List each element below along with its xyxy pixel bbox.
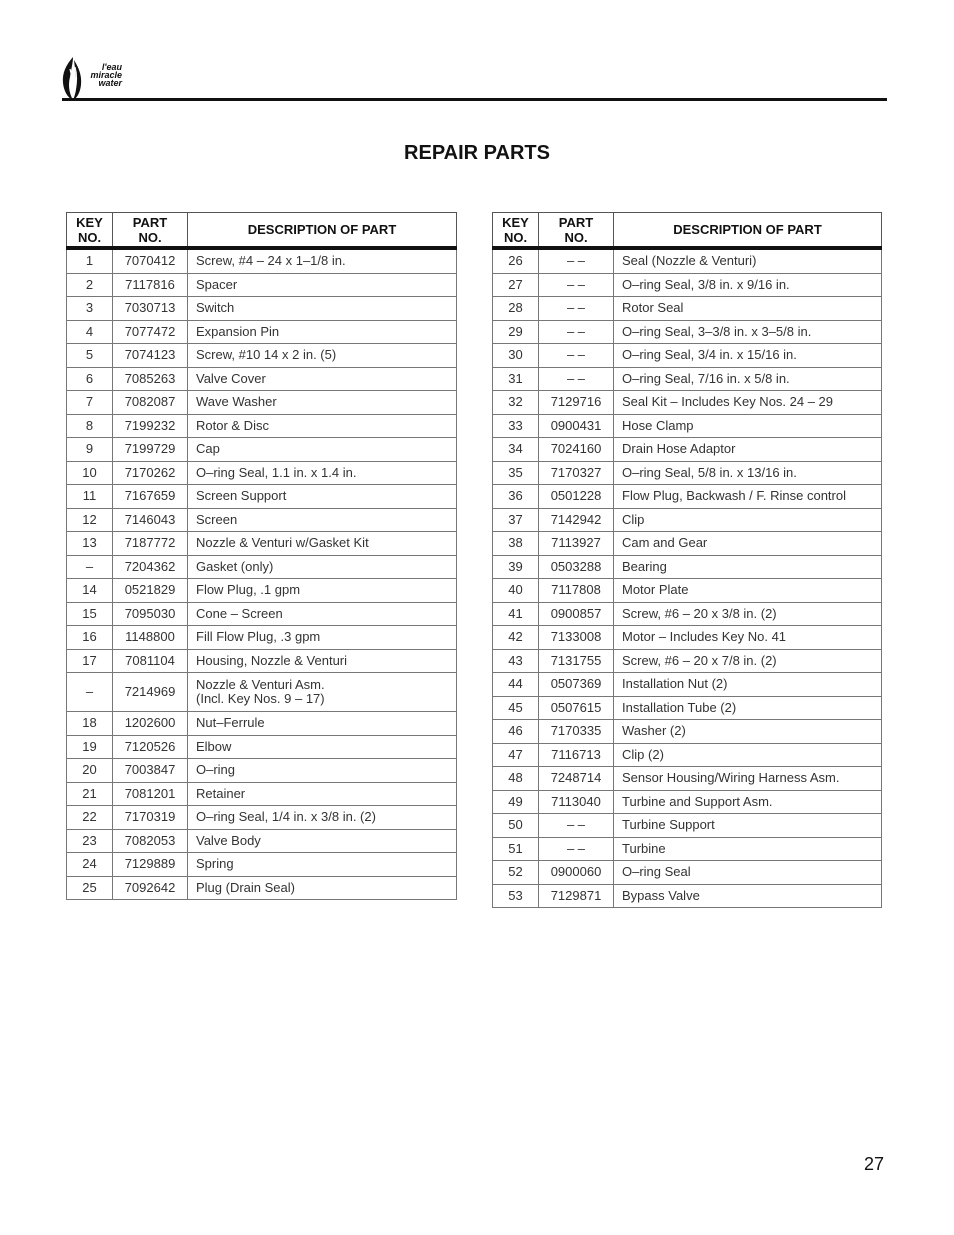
part-no-cell: – – (539, 367, 614, 391)
key-no-cell: 49 (493, 790, 539, 814)
description-cell: Flow Plug, Backwash / F. Rinse control (614, 485, 882, 509)
brand-logo (60, 55, 150, 101)
table-row (67, 438, 457, 462)
table-row (493, 837, 882, 861)
table-row (67, 273, 457, 297)
key-no-cell: 6 (67, 367, 113, 391)
description-cell: O–ring Seal, 3/8 in. x 9/16 in. (614, 273, 882, 297)
description-cell: Rotor & Disc (188, 414, 457, 438)
part-no-cell: 7204362 (113, 555, 188, 579)
table-row (67, 782, 457, 806)
description-cell: O–ring Seal (614, 861, 882, 885)
table-row (67, 853, 457, 877)
description-cell: Nozzle & Venturi w/Gasket Kit (188, 532, 457, 556)
key-no-cell: – (67, 673, 113, 712)
key-no-cell: 19 (67, 735, 113, 759)
part-no-cell: 1148800 (113, 626, 188, 650)
key-no-cell: 9 (67, 438, 113, 462)
key-no-cell: 48 (493, 767, 539, 791)
part-no-cell: 7129871 (539, 884, 614, 908)
part-no-cell: 7170335 (539, 720, 614, 744)
table-row (67, 673, 457, 712)
key-no-cell: 39 (493, 555, 539, 579)
description-cell: Screen (188, 508, 457, 532)
key-no-cell: 2 (67, 273, 113, 297)
part-no-cell: 7142942 (539, 508, 614, 532)
description-cell: O–ring Seal, 3/4 in. x 15/16 in. (614, 344, 882, 368)
key-no-cell: 31 (493, 367, 539, 391)
description-cell: Screen Support (188, 485, 457, 509)
logo-wordmark (82, 63, 122, 87)
description-cell: Screw, #6 – 20 x 7/8 in. (2) (614, 649, 882, 673)
description-cell: Clip (2) (614, 743, 882, 767)
key-no-cell: 43 (493, 649, 539, 673)
table-row (493, 767, 882, 791)
table-row (67, 579, 457, 603)
logo-line-3: water (98, 78, 122, 88)
part-no-cell: 7092642 (113, 876, 188, 900)
description-cell: Wave Washer (188, 391, 457, 415)
table-row (67, 508, 457, 532)
table-header-row (493, 213, 882, 249)
description-cell: Washer (2) (614, 720, 882, 744)
part-no-cell: – – (539, 297, 614, 321)
part-no-cell: 0503288 (539, 555, 614, 579)
key-no-cell: 53 (493, 884, 539, 908)
part-no-cell: 0900857 (539, 602, 614, 626)
parts-table-left (66, 212, 457, 900)
part-no-cell: – – (539, 344, 614, 368)
description-cell: Fill Flow Plug, .3 gpm (188, 626, 457, 650)
description-cell: Turbine (614, 837, 882, 861)
table-row (493, 461, 882, 485)
table-row (67, 414, 457, 438)
table-row (493, 673, 882, 697)
description-cell: Housing, Nozzle & Venturi (188, 649, 457, 673)
key-no-cell: 36 (493, 485, 539, 509)
key-no-cell: – (67, 555, 113, 579)
key-no-cell: 16 (67, 626, 113, 650)
key-no-cell: 51 (493, 837, 539, 861)
key-no-cell: 34 (493, 438, 539, 462)
key-no-cell: 23 (67, 829, 113, 853)
description-cell: Clip (614, 508, 882, 532)
description-cell: O–ring Seal, 5/8 in. x 13/16 in. (614, 461, 882, 485)
table-row (67, 712, 457, 736)
description-cell: Cam and Gear (614, 532, 882, 556)
key-no-cell: 17 (67, 649, 113, 673)
page-title: REPAIR PARTS (404, 142, 550, 164)
description-cell: Screw, #10 14 x 2 in. (5) (188, 344, 457, 368)
key-no-cell: 20 (67, 759, 113, 783)
logo-line-1: l'eau (101, 62, 122, 72)
table-row (493, 414, 882, 438)
header-description: DESCRIPTION OF PART (614, 213, 882, 249)
description-cell: Valve Body (188, 829, 457, 853)
description-cell: Rotor Seal (614, 297, 882, 321)
description-cell: Cone – Screen (188, 602, 457, 626)
part-no-cell: 7170327 (539, 461, 614, 485)
parts-table-right (492, 212, 882, 908)
key-no-cell: 11 (67, 485, 113, 509)
key-no-cell: 46 (493, 720, 539, 744)
part-no-cell: 7024160 (539, 438, 614, 462)
key-no-cell: 10 (67, 461, 113, 485)
table-row (67, 735, 457, 759)
key-no-cell: 38 (493, 532, 539, 556)
part-no-cell: 7199729 (113, 438, 188, 462)
key-no-cell: 29 (493, 320, 539, 344)
part-no-cell: 7070412 (113, 248, 188, 273)
description-cell: O–ring Seal, 1.1 in. x 1.4 in. (188, 461, 457, 485)
table-row (493, 248, 882, 273)
description-cell: Seal Kit – Includes Key Nos. 24 – 29 (614, 391, 882, 415)
table-row (493, 344, 882, 368)
part-no-cell: 7170262 (113, 461, 188, 485)
part-no-cell: 7248714 (539, 767, 614, 791)
key-no-cell: 21 (67, 782, 113, 806)
header-key-no: KEY NO. (67, 213, 113, 249)
part-no-cell: – – (539, 320, 614, 344)
table-header-row (67, 213, 457, 249)
table-row (493, 367, 882, 391)
table-row (67, 759, 457, 783)
key-no-cell: 50 (493, 814, 539, 838)
key-no-cell: 37 (493, 508, 539, 532)
part-no-cell: 7146043 (113, 508, 188, 532)
part-no-cell: 0507369 (539, 673, 614, 697)
description-cell: Expansion Pin (188, 320, 457, 344)
key-no-cell: 15 (67, 602, 113, 626)
part-no-cell: 7074123 (113, 344, 188, 368)
key-no-cell: 26 (493, 248, 539, 273)
key-no-cell: 28 (493, 297, 539, 321)
table-row (67, 806, 457, 830)
key-no-cell: 12 (67, 508, 113, 532)
header-divider (62, 98, 887, 101)
table-row (493, 696, 882, 720)
table-row (67, 320, 457, 344)
description-cell: Retainer (188, 782, 457, 806)
part-no-cell: – – (539, 273, 614, 297)
description-cell: Installation Nut (2) (614, 673, 882, 697)
description-cell: Screw, #6 – 20 x 3/8 in. (2) (614, 602, 882, 626)
part-no-cell: 7116713 (539, 743, 614, 767)
table-row (67, 532, 457, 556)
table-row (67, 876, 457, 900)
table-row (67, 297, 457, 321)
key-no-cell: 32 (493, 391, 539, 415)
part-no-cell: 7133008 (539, 626, 614, 650)
part-no-cell: 7214969 (113, 673, 188, 712)
table-row (67, 248, 457, 273)
key-no-cell: 42 (493, 626, 539, 650)
table-row (67, 344, 457, 368)
description-cell: O–ring Seal, 1/4 in. x 3/8 in. (2) (188, 806, 457, 830)
description-cell: Spring (188, 853, 457, 877)
table-row (493, 297, 882, 321)
table-row (67, 461, 457, 485)
table-row (67, 367, 457, 391)
description-cell: Plug (Drain Seal) (188, 876, 457, 900)
description-cell: Drain Hose Adaptor (614, 438, 882, 462)
part-no-cell: 1202600 (113, 712, 188, 736)
key-no-cell: 27 (493, 273, 539, 297)
table-row (493, 485, 882, 509)
description-cell: Turbine Support (614, 814, 882, 838)
description-cell: Turbine and Support Asm. (614, 790, 882, 814)
description-cell: Sensor Housing/Wiring Harness Asm. (614, 767, 882, 791)
table-row (493, 884, 882, 908)
description-cell: O–ring Seal, 7/16 in. x 5/8 in. (614, 367, 882, 391)
table-row (67, 555, 457, 579)
table-row (493, 649, 882, 673)
table-row (493, 532, 882, 556)
table-row (493, 626, 882, 650)
part-no-cell: 7081104 (113, 649, 188, 673)
part-no-cell: 0900431 (539, 414, 614, 438)
part-no-cell: 7129889 (113, 853, 188, 877)
table-row (493, 273, 882, 297)
part-no-cell: 7131755 (539, 649, 614, 673)
description-cell: Hose Clamp (614, 414, 882, 438)
key-no-cell: 5 (67, 344, 113, 368)
description-cell: Gasket (only) (188, 555, 457, 579)
description-cell: Screw, #4 – 24 x 1–1/8 in. (188, 248, 457, 273)
description-cell: Installation Tube (2) (614, 696, 882, 720)
part-no-cell: 7113040 (539, 790, 614, 814)
part-no-cell: 7085263 (113, 367, 188, 391)
part-no-cell: 7030713 (113, 297, 188, 321)
key-no-cell: 52 (493, 861, 539, 885)
part-no-cell: 7095030 (113, 602, 188, 626)
table-row (67, 391, 457, 415)
table-row (493, 720, 882, 744)
key-no-cell: 40 (493, 579, 539, 603)
part-no-cell: 0521829 (113, 579, 188, 603)
description-cell: O–ring (188, 759, 457, 783)
description-cell: O–ring Seal, 3–3/8 in. x 3–5/8 in. (614, 320, 882, 344)
table-row (493, 743, 882, 767)
table-row (493, 602, 882, 626)
description-cell: Cap (188, 438, 457, 462)
part-no-cell: 0900060 (539, 861, 614, 885)
description-cell: Valve Cover (188, 367, 457, 391)
table-row (67, 649, 457, 673)
key-no-cell: 14 (67, 579, 113, 603)
table-row (67, 485, 457, 509)
part-no-cell: – – (539, 248, 614, 273)
part-no-cell: 7113927 (539, 532, 614, 556)
table-row (493, 579, 882, 603)
key-no-cell: 45 (493, 696, 539, 720)
key-no-cell: 22 (67, 806, 113, 830)
part-no-cell: 7129716 (539, 391, 614, 415)
part-no-cell: 7170319 (113, 806, 188, 830)
part-no-cell: 7082053 (113, 829, 188, 853)
key-no-cell: 25 (67, 876, 113, 900)
key-no-cell: 1 (67, 248, 113, 273)
logo-line-2: miracle (90, 70, 122, 80)
description-cell: Flow Plug, .1 gpm (188, 579, 457, 603)
table-row (493, 861, 882, 885)
part-no-cell: 7167659 (113, 485, 188, 509)
description-cell: Spacer (188, 273, 457, 297)
part-no-cell: 0507615 (539, 696, 614, 720)
key-no-cell: 3 (67, 297, 113, 321)
table-row (493, 790, 882, 814)
table-row (493, 814, 882, 838)
description-cell: Motor Plate (614, 579, 882, 603)
part-no-cell: 7117808 (539, 579, 614, 603)
key-no-cell: 41 (493, 602, 539, 626)
part-no-cell: 7081201 (113, 782, 188, 806)
description-cell: Elbow (188, 735, 457, 759)
table-row (493, 555, 882, 579)
part-no-cell: – – (539, 814, 614, 838)
part-no-cell: 7120526 (113, 735, 188, 759)
table-row (67, 602, 457, 626)
key-no-cell: 24 (67, 853, 113, 877)
table-row (493, 438, 882, 462)
key-no-cell: 18 (67, 712, 113, 736)
description-cell: Switch (188, 297, 457, 321)
header-part-no: PART NO. (539, 213, 614, 249)
part-no-cell: 7117816 (113, 273, 188, 297)
key-no-cell: 35 (493, 461, 539, 485)
description-cell: Nut–Ferrule (188, 712, 457, 736)
table-row (67, 829, 457, 853)
header-key-no: KEY NO. (493, 213, 539, 249)
part-no-cell: 7003847 (113, 759, 188, 783)
part-no-cell: – – (539, 837, 614, 861)
key-no-cell: 47 (493, 743, 539, 767)
header-part-no: PART NO. (113, 213, 188, 249)
description-cell: Nozzle & Venturi Asm. (Incl. Key Nos. 9 – 17) (188, 673, 457, 712)
part-no-cell: 0501228 (539, 485, 614, 509)
key-no-cell: 44 (493, 673, 539, 697)
key-no-cell: 8 (67, 414, 113, 438)
part-no-cell: 7187772 (113, 532, 188, 556)
part-no-cell: 7199232 (113, 414, 188, 438)
description-cell: Bearing (614, 555, 882, 579)
key-no-cell: 4 (67, 320, 113, 344)
key-no-cell: 30 (493, 344, 539, 368)
description-cell: Seal (Nozzle & Venturi) (614, 248, 882, 273)
table-row (67, 626, 457, 650)
description-cell: Bypass Valve (614, 884, 882, 908)
table-row (493, 320, 882, 344)
key-no-cell: 7 (67, 391, 113, 415)
key-no-cell: 13 (67, 532, 113, 556)
header-description: DESCRIPTION OF PART (188, 213, 457, 249)
table-row (493, 391, 882, 415)
key-no-cell: 33 (493, 414, 539, 438)
part-no-cell: 7077472 (113, 320, 188, 344)
table-row (493, 508, 882, 532)
page-number: 27 (863, 1154, 884, 1174)
part-no-cell: 7082087 (113, 391, 188, 415)
description-cell: Motor – Includes Key No. 41 (614, 626, 882, 650)
